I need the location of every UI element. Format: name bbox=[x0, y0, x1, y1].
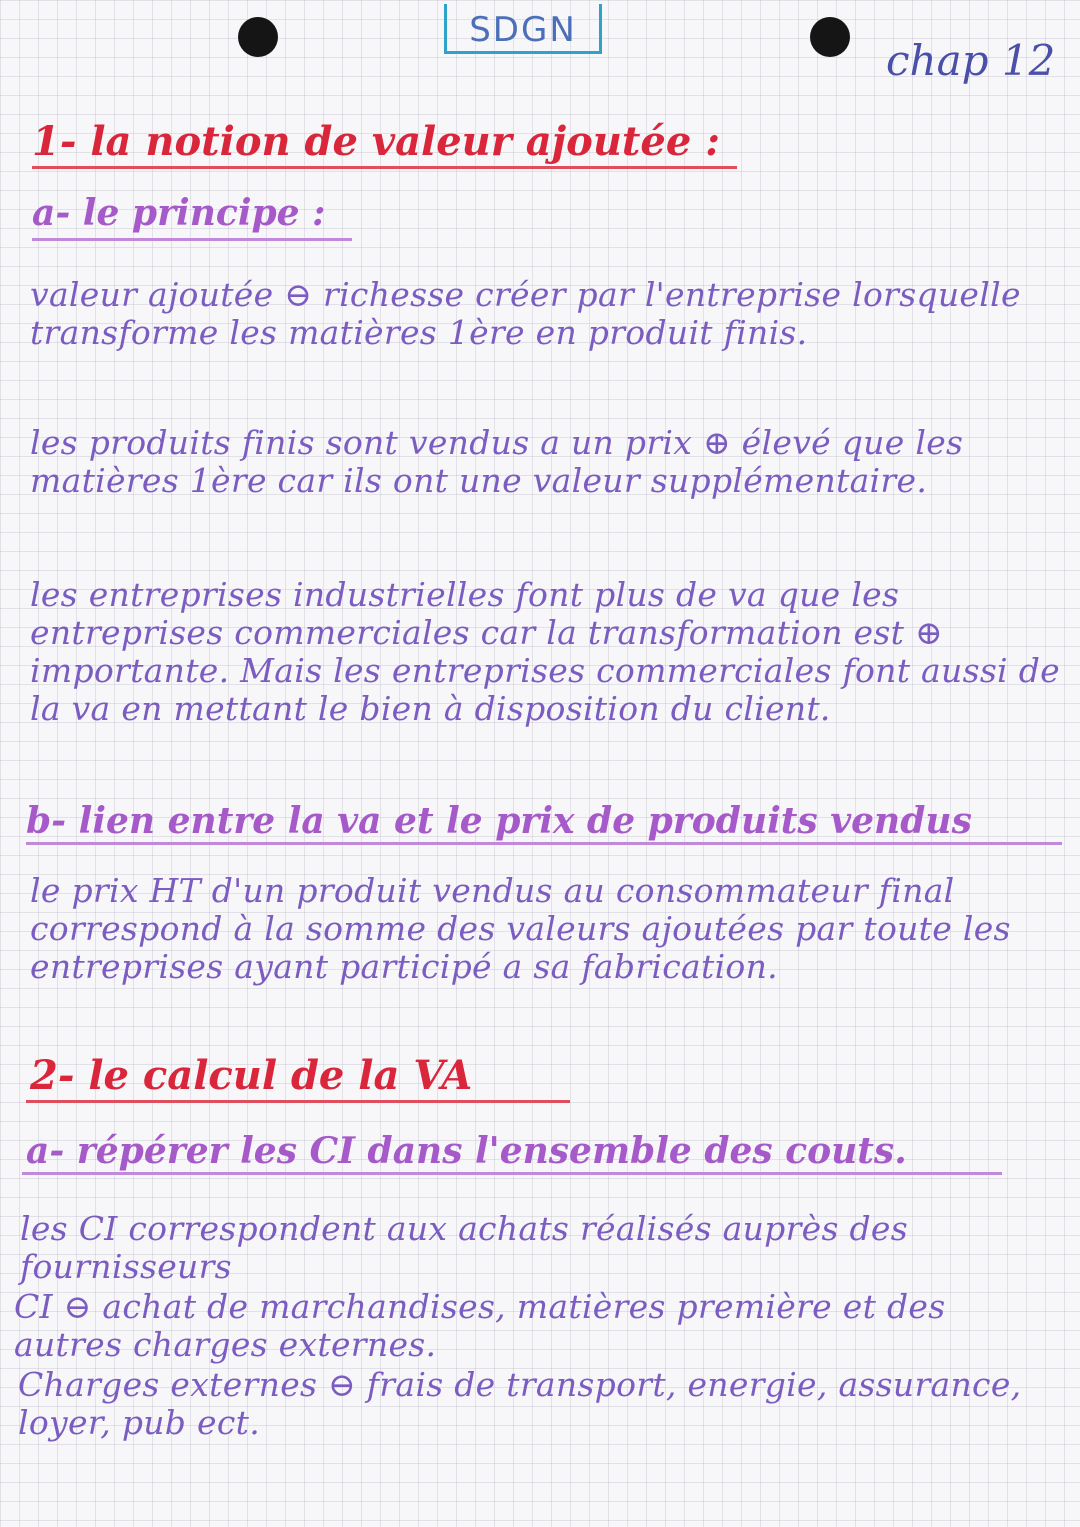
paragraph-text: valeur ajoutée ⊖ richesse créer par l'entreprise lorsquelle transforme les matières 1ère en produit finis. bbox=[30, 275, 1021, 352]
paragraph-text: les entreprises industrielles font plus de va que les entreprises commerciales car la transformation est ⊕ importante. Mais les entreprises commerciales font aussi de la va en mettant le bien à disposition du client. bbox=[30, 575, 1060, 728]
chapter-label: chap 12 bbox=[886, 36, 1056, 85]
subject-label: SDGN bbox=[469, 10, 577, 50]
paragraph-text: les CI correspondent aux achats réalisés auprès des fournisseurs bbox=[20, 1209, 908, 1286]
paragraph-text: CI ⊖ achat de marchandises, matières première et des autres charges externes. bbox=[14, 1287, 946, 1364]
paragraph-text: Charges externes ⊖ frais de transport, energie, assurance, loyer, pub ect. bbox=[18, 1365, 1022, 1442]
paragraph-2a-3 bbox=[18, 1366, 1048, 1442]
paragraph-text: les produits finis sont vendus a un prix ⊕ élevé que les matières 1ère car ils ont une valeur supplémentaire. bbox=[30, 423, 964, 500]
section-1-title: 1- la notion de valeur ajoutée : bbox=[32, 118, 720, 165]
paragraph-text: le prix HT d'un produit vendus au consommateur final correspond à la somme des valeurs ajoutées par toute les entreprises ayant participé a sa fabrication. bbox=[30, 871, 1011, 986]
subsection-1a-title: a- le principe : bbox=[32, 192, 326, 234]
subsection-2a-title: a- répérer les CI dans l'ensemble des couts. bbox=[26, 1130, 907, 1172]
subsection-1b-title: b- lien entre la va et le prix de produits vendus bbox=[26, 800, 972, 842]
subsection-2a-underline bbox=[22, 1172, 1002, 1175]
subsection-1b-underline bbox=[26, 842, 1062, 845]
punch-hole-left bbox=[238, 17, 278, 57]
section-2-underline bbox=[26, 1100, 570, 1103]
section-2-title: 2- le calcul de la VA bbox=[30, 1052, 473, 1099]
paragraph-2a-2 bbox=[14, 1288, 1044, 1364]
paragraph-1a-2 bbox=[30, 424, 1060, 500]
paragraph-1b-1 bbox=[30, 872, 1060, 986]
paragraph-1a-1 bbox=[30, 276, 1060, 352]
section-1-underline bbox=[32, 166, 737, 169]
punch-hole-right bbox=[810, 17, 850, 57]
subsection-1a-underline bbox=[32, 238, 352, 241]
paragraph-2a-1 bbox=[20, 1210, 1050, 1286]
subject-box bbox=[444, 4, 602, 54]
paragraph-1a-3 bbox=[30, 576, 1060, 728]
